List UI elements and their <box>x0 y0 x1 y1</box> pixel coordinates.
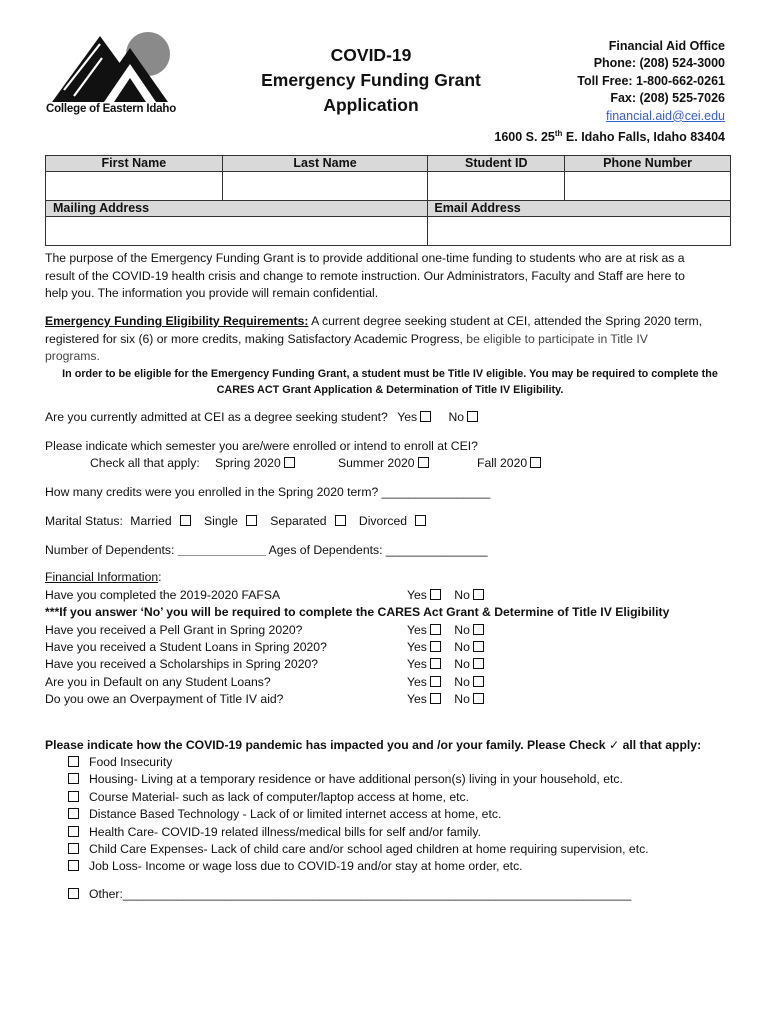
scholarships-yes-checkbox[interactable] <box>430 658 441 669</box>
impact-item: Course Material- such as lack of computer/laptop access at home, etc. <box>68 789 469 806</box>
mailing-address-label: Mailing Address <box>46 201 428 217</box>
fafsa-yes-checkbox[interactable] <box>430 589 441 600</box>
last-name-label: Last Name <box>222 156 428 172</box>
semester-question: Please indicate which semester you are/were enrolled or intend to enroll at CEI? <box>45 439 478 453</box>
check-mark-icon: ✓ <box>608 738 620 752</box>
email-address-field[interactable] <box>428 217 731 246</box>
semester-options: Check all that apply: Spring 2020 Summer 2020 Fall 2020 <box>90 455 560 473</box>
other-checkbox[interactable] <box>68 888 79 899</box>
office-email-link[interactable]: financial.aid@cei.edu <box>605 108 725 123</box>
fafsa-question: Have you completed the 2019-2020 FAFSA <box>45 588 281 602</box>
default-yes-no: Yes No <box>407 674 484 692</box>
pell-no-checkbox[interactable] <box>473 624 484 635</box>
spring-2020-checkbox[interactable] <box>284 457 295 468</box>
eligibility-heading: Emergency Funding Eligibility Requirements: <box>45 314 309 328</box>
credits-question: How many credits were you enrolled in the Spring 2020 term? ________________ <box>45 485 491 499</box>
impact-item: Distance Based Technology - Lack of or limited internet access at home, etc. <box>68 806 501 823</box>
fafsa-warning: ***If you answer ‘No’ you will be required to complete the CARES Act Grant & Determine of Title IV Eligibility <box>45 605 670 619</box>
divorced-checkbox[interactable] <box>415 515 426 526</box>
purpose-paragraph: The purpose of the Emergency Funding Grant is to provide additional one-time funding to students who are at risk as a result of the COVID-19 health crisis and change to remote instruction. Our Administrators, Faculty and Staff are here to help you. The information you provide will remain confidential. <box>45 251 685 301</box>
office-address: 1600 S. 25th E. Idaho Falls, Idaho 83404 <box>494 129 725 145</box>
contact-block <box>494 38 725 147</box>
course-material-checkbox[interactable] <box>68 791 79 802</box>
last-name-field[interactable] <box>222 172 428 201</box>
marital-status: Marital Status: Married Single Separated Divorced <box>45 513 445 531</box>
default-question: Are you in Default on any Student Loans? <box>45 675 271 689</box>
loans-yes-no: Yes No <box>407 639 484 657</box>
office-name: Financial Aid Office <box>608 39 725 53</box>
office-tollfree: Toll Free: 1-800-662-0261 <box>577 73 725 88</box>
impact-heading: Please indicate how the COVID-19 pandemic has impacted you and /or your family. Please Check ✓ all that apply: <box>45 738 702 752</box>
married-checkbox[interactable] <box>180 515 191 526</box>
overpayment-question: Do you owe an Overpayment of Title IV aid? <box>45 692 284 706</box>
scholarships-question: Have you received a Scholarships in Spring 2020? <box>45 657 319 671</box>
default-no-checkbox[interactable] <box>473 676 484 687</box>
loans-question: Have you received a Student Loans in Spring 2020? <box>45 640 327 654</box>
single-checkbox[interactable] <box>246 515 257 526</box>
overpayment-no-checkbox[interactable] <box>473 693 484 704</box>
loans-yes-checkbox[interactable] <box>430 641 441 652</box>
admitted-no-checkbox[interactable] <box>467 411 478 422</box>
summer-2020-checkbox[interactable] <box>418 457 429 468</box>
scholarships-yes-no: Yes No <box>407 656 484 674</box>
email-address-label: Email Address <box>428 201 731 217</box>
admitted-yes-checkbox[interactable] <box>420 411 431 422</box>
dependents-field[interactable]: _____________ <box>177 543 266 557</box>
impact-item-other <box>68 886 631 903</box>
page-title: COVID-19 Emergency Funding Grant Application <box>261 45 481 115</box>
first-name-label: First Name <box>46 156 223 172</box>
impact-item: Food Insecurity <box>68 754 172 771</box>
loans-no-checkbox[interactable] <box>473 641 484 652</box>
student-id-label: Student ID <box>428 156 565 172</box>
eligibility-section: Emergency Funding Eligibility Requirements: A current degree seeking student at CEI, attended the Spring 2020 term, registered for six (6) or more credits, making Satisfactory Academic Progress, be eligible to participate in Title IV programs. <box>45 314 703 364</box>
admitted-question: Are you currently admitted at CEI as a degree seeking student? Yes No <box>45 409 478 427</box>
pell-yes-no: Yes No <box>407 622 484 640</box>
pell-question: Have you received a Pell Grant in Spring 2020? <box>45 623 303 637</box>
pell-yes-checkbox[interactable] <box>430 624 441 635</box>
student-info-table <box>45 155 731 246</box>
impact-item: Health Care- COVID-19 related illness/medical bills for self and/or family. <box>68 824 481 841</box>
impact-item: Job Loss- Income or wage loss due to COVID-19 and/or stay at home order, etc. <box>68 858 523 875</box>
health-care-checkbox[interactable] <box>68 826 79 837</box>
phone-number-label: Phone Number <box>565 156 731 172</box>
fall-2020-checkbox[interactable] <box>530 457 541 468</box>
mountain-logo-icon <box>44 30 184 105</box>
distance-technology-checkbox[interactable] <box>68 808 79 819</box>
fafsa-yes-no: Yes No <box>407 587 484 605</box>
child-care-checkbox[interactable] <box>68 843 79 854</box>
dependents-question: Number of Dependents: _____________ Ages of Dependents: _______________ <box>45 543 488 557</box>
overpayment-yes-checkbox[interactable] <box>430 693 441 704</box>
other-field[interactable]: Other:___________________________________________________________________________ <box>89 887 632 901</box>
default-yes-checkbox[interactable] <box>430 676 441 687</box>
logo <box>44 30 184 120</box>
housing-checkbox[interactable] <box>68 773 79 784</box>
impact-item: Housing- Living at a temporary residence or have additional person(s) living in your household, etc. <box>68 771 623 788</box>
logo-name: College of Eastern Idaho <box>46 103 177 115</box>
overpayment-yes-no: Yes No <box>407 691 484 709</box>
food-insecurity-checkbox[interactable] <box>68 756 79 767</box>
office-phone: Phone: (208) 524-3000 <box>593 56 725 71</box>
separated-checkbox[interactable] <box>335 515 346 526</box>
eligibility-note: In order to be eligible for the Emergency Funding Grant, a student must be Title IV eligible. You may be required to complete the CARES ACT Grant Application & Determination of Title IV Eligibility. <box>62 368 718 396</box>
student-id-field[interactable] <box>428 172 565 201</box>
fafsa-no-checkbox[interactable] <box>473 589 484 600</box>
mailing-address-field[interactable] <box>46 217 428 246</box>
phone-number-field[interactable] <box>565 172 731 201</box>
office-fax: Fax: (208) 525-7026 <box>610 91 725 106</box>
impact-item: Child Care Expenses- Lack of child care and/or school aged children at home requiring supervision, etc. <box>68 841 649 858</box>
first-name-field[interactable] <box>46 172 223 201</box>
scholarships-no-checkbox[interactable] <box>473 658 484 669</box>
job-loss-checkbox[interactable] <box>68 860 79 871</box>
financial-heading: Financial Information: <box>45 570 162 584</box>
